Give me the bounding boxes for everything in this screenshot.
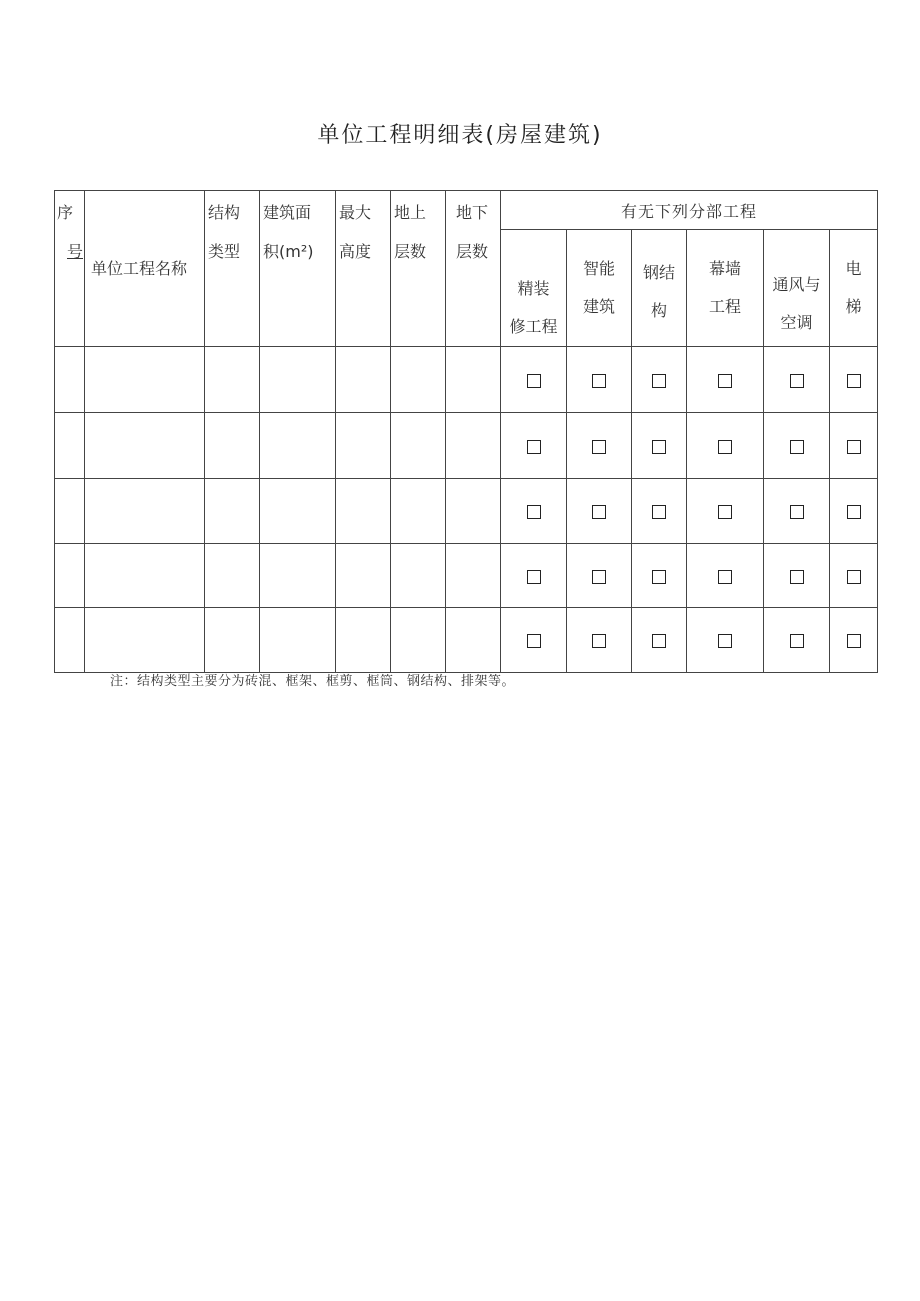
cell-seq[interactable] (55, 347, 85, 413)
cell-structure-type[interactable] (205, 347, 260, 413)
cell-seq[interactable] (55, 544, 85, 608)
checkbox-intelligent-building[interactable] (592, 570, 606, 584)
checkbox-curtain-wall[interactable] (718, 374, 732, 388)
cell-floor-area[interactable] (260, 347, 336, 413)
cell-max-height[interactable] (336, 347, 391, 413)
header-floors-above: 地上 层数 (391, 191, 446, 347)
cell-floors-below[interactable] (446, 544, 501, 608)
checkbox-steel-structure[interactable] (652, 440, 666, 454)
checkbox-hvac[interactable] (790, 634, 804, 648)
checkbox-steel-structure[interactable] (652, 570, 666, 584)
cell-seq[interactable] (55, 479, 85, 544)
checkbox-elevator[interactable] (847, 374, 861, 388)
cell-structure-type[interactable] (205, 479, 260, 544)
table-row (55, 347, 878, 413)
header-sub-steel-structure: 钢结 构 (632, 230, 687, 347)
checkbox-intelligent-building[interactable] (592, 440, 606, 454)
cell-floors-above[interactable] (391, 479, 446, 544)
checkbox-steel-structure[interactable] (652, 505, 666, 519)
cell-max-height[interactable] (336, 479, 391, 544)
checkbox-fine-decoration[interactable] (527, 374, 541, 388)
header-sub-curtain-wall: 幕墙 工程 (687, 230, 764, 347)
table-row (55, 608, 878, 673)
cell-floor-area[interactable] (260, 479, 336, 544)
cell-max-height[interactable] (336, 608, 391, 673)
header-sub-elevator: 电 梯 (830, 230, 878, 347)
cell-floors-above[interactable] (391, 544, 446, 608)
cell-floors-above[interactable] (391, 413, 446, 479)
header-unit-name: 单位工程名称 (85, 191, 205, 347)
page-title: 单位工程明细表(房屋建筑) (317, 123, 603, 148)
checkbox-elevator[interactable] (847, 505, 861, 519)
checkbox-intelligent-building[interactable] (592, 634, 606, 648)
cell-floor-area[interactable] (260, 608, 336, 673)
header-floor-area: 建筑面 积(m²) (260, 191, 336, 347)
unit-project-table (54, 190, 878, 673)
checkbox-elevator[interactable] (847, 570, 861, 584)
checkbox-steel-structure[interactable] (652, 634, 666, 648)
cell-structure-type[interactable] (205, 413, 260, 479)
header-floors-below: 地下 层数 (446, 191, 501, 347)
checkbox-hvac[interactable] (790, 505, 804, 519)
header-structure-type: 结构 类型 (205, 191, 260, 347)
header-sub-intelligent-building: 智能 建筑 (567, 230, 632, 347)
table-row (55, 544, 878, 608)
checkbox-hvac[interactable] (790, 374, 804, 388)
checkbox-fine-decoration[interactable] (527, 570, 541, 584)
cell-unit-name[interactable] (85, 413, 205, 479)
cell-max-height[interactable] (336, 413, 391, 479)
checkbox-fine-decoration[interactable] (527, 634, 541, 648)
cell-floor-area[interactable] (260, 413, 336, 479)
cell-structure-type[interactable] (205, 608, 260, 673)
cell-floor-area[interactable] (260, 544, 336, 608)
checkbox-intelligent-building[interactable] (592, 374, 606, 388)
header-group-title: 有无下列分部工程 (501, 191, 878, 230)
cell-unit-name[interactable] (85, 544, 205, 608)
cell-floors-below[interactable] (446, 479, 501, 544)
header-max-height: 最大 高度 (336, 191, 391, 347)
checkbox-curtain-wall[interactable] (718, 570, 732, 584)
header-seq: 序 号 (55, 191, 85, 347)
cell-max-height[interactable] (336, 544, 391, 608)
cell-seq[interactable] (55, 608, 85, 673)
cell-unit-name[interactable] (85, 608, 205, 673)
checkbox-elevator[interactable] (847, 634, 861, 648)
cell-floors-above[interactable] (391, 347, 446, 413)
checkbox-intelligent-building[interactable] (592, 505, 606, 519)
table-row (55, 479, 878, 544)
cell-floors-below[interactable] (446, 413, 501, 479)
cell-floors-below[interactable] (446, 347, 501, 413)
checkbox-hvac[interactable] (790, 440, 804, 454)
cell-unit-name[interactable] (85, 347, 205, 413)
checkbox-steel-structure[interactable] (652, 374, 666, 388)
cell-floors-above[interactable] (391, 608, 446, 673)
cell-seq[interactable] (55, 413, 85, 479)
table-row (55, 413, 878, 479)
header-sub-fine-decoration: 精装 修工程 (501, 230, 567, 347)
checkbox-fine-decoration[interactable] (527, 505, 541, 519)
checkbox-fine-decoration[interactable] (527, 440, 541, 454)
header-sub-hvac: 通风与 空调 (764, 230, 830, 347)
cell-structure-type[interactable] (205, 544, 260, 608)
checkbox-hvac[interactable] (790, 570, 804, 584)
footnote: 注：结构类型主要分为砖混、框架、框剪、框筒、钢结构、排架等。 (110, 674, 516, 689)
checkbox-curtain-wall[interactable] (718, 440, 732, 454)
cell-unit-name[interactable] (85, 479, 205, 544)
checkbox-curtain-wall[interactable] (718, 634, 732, 648)
cell-floors-below[interactable] (446, 608, 501, 673)
checkbox-curtain-wall[interactable] (718, 505, 732, 519)
checkbox-elevator[interactable] (847, 440, 861, 454)
